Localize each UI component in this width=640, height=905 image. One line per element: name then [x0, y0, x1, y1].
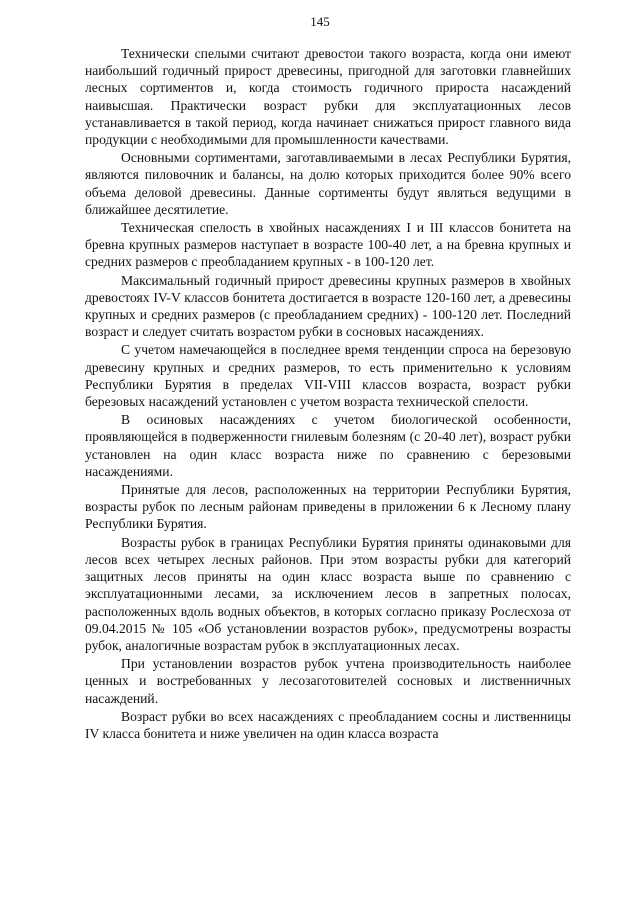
page-number: 145: [310, 14, 330, 29]
body-text: [85, 45, 571, 743]
paragraph: Максимальный годичный прирост древесины крупных размеров в хвойных древостоях IV-V классов бонитета достигается в возрасте 120-160 лет, а древесины крупных и средних размеров (с преобладанием средних) - 100-120 лет. Последний возраст и следует считать возрастом рубки в сосновых насаждениях.: [85, 272, 571, 340]
paragraph: Технически спелыми считают древостои такого возраста, когда они имеют наибольший годичный прирост древесины, пригодной для заготовки главнейших лесных сортиментов и, когда стоимость годичного прироста насаждений наивысшая. Практически возраст рубки для эксплуатационных лесов устанавливается в такой период, когда начинает снижаться прирост главного вида продукции с необходимыми для промышленности качествами.: [85, 46, 571, 148]
paragraph: Техническая спелость в хвойных насаждениях I и III классов бонитета на бревна крупных размеров наступает в возрасте 100-40 лет, а на бревна крупных и средних размеров с преобладанием крупных - в 100-120 лет.: [85, 220, 571, 270]
paragraph: С учетом намечающейся в последнее время тенденции спроса на березовую древесину крупных и средних размеров, то есть применительно к условиям Республики Бурятия в пределах VII-VIII классов возраста, возраст рубки березовых насаждений установлен с учетом возраста технической спелости.: [85, 342, 571, 410]
paragraph: При установлении возрастов рубок учтена производительность наиболее ценных и востребованных у лесозаготовителей сосновых и лиственничных насаждений.: [85, 656, 571, 706]
paragraph: Возраст рубки во всех насаждениях с преобладанием сосны и лиственницы IV класса бонитета и ниже увеличен на один класса возраста: [85, 708, 571, 741]
paragraph: Основными сортиментами, заготавливаемыми в лесах Республики Бурятия, являются пиловочник и балансы, на долю которых приходится более 90% всего объема деловой древесины. Данные сортименты будут являться ведущими в ближайшее десятилетие.: [85, 150, 571, 217]
paragraph: Возрасты рубок в границах Республики Бурятия приняты одинаковыми для лесов всех четырех лесных районов. При этом возрасты рубки для категорий защитных лесов приняты на один класс возраста выше по сравнению с эксплуатационными лесами, за исключением лесов в запретных полосах, расположенных вдоль водных объектов, в которых согласно приказу Рослесхоза от 09.04.2015 № 105 «Об установлении возрастов рубок», предусмотрены возрасты рубок, аналогичные возрастам рубок в эксплуатационных лесах.: [85, 534, 571, 653]
paragraph: Принятые для лесов, расположенных на территории Республики Бурятия, возрасты рубок по лесным районам приведены в приложении 6 к Лесному плану Республики Бурятия.: [85, 482, 571, 532]
paragraph: В осиновых насаждениях с учетом биологической особенности, проявляющейся в подверженности гнилевым болезням (с 20-40 лет), возраст рубки установлен на один класс возраста ниже по сравнению с березовыми насаждениями.: [85, 412, 571, 479]
